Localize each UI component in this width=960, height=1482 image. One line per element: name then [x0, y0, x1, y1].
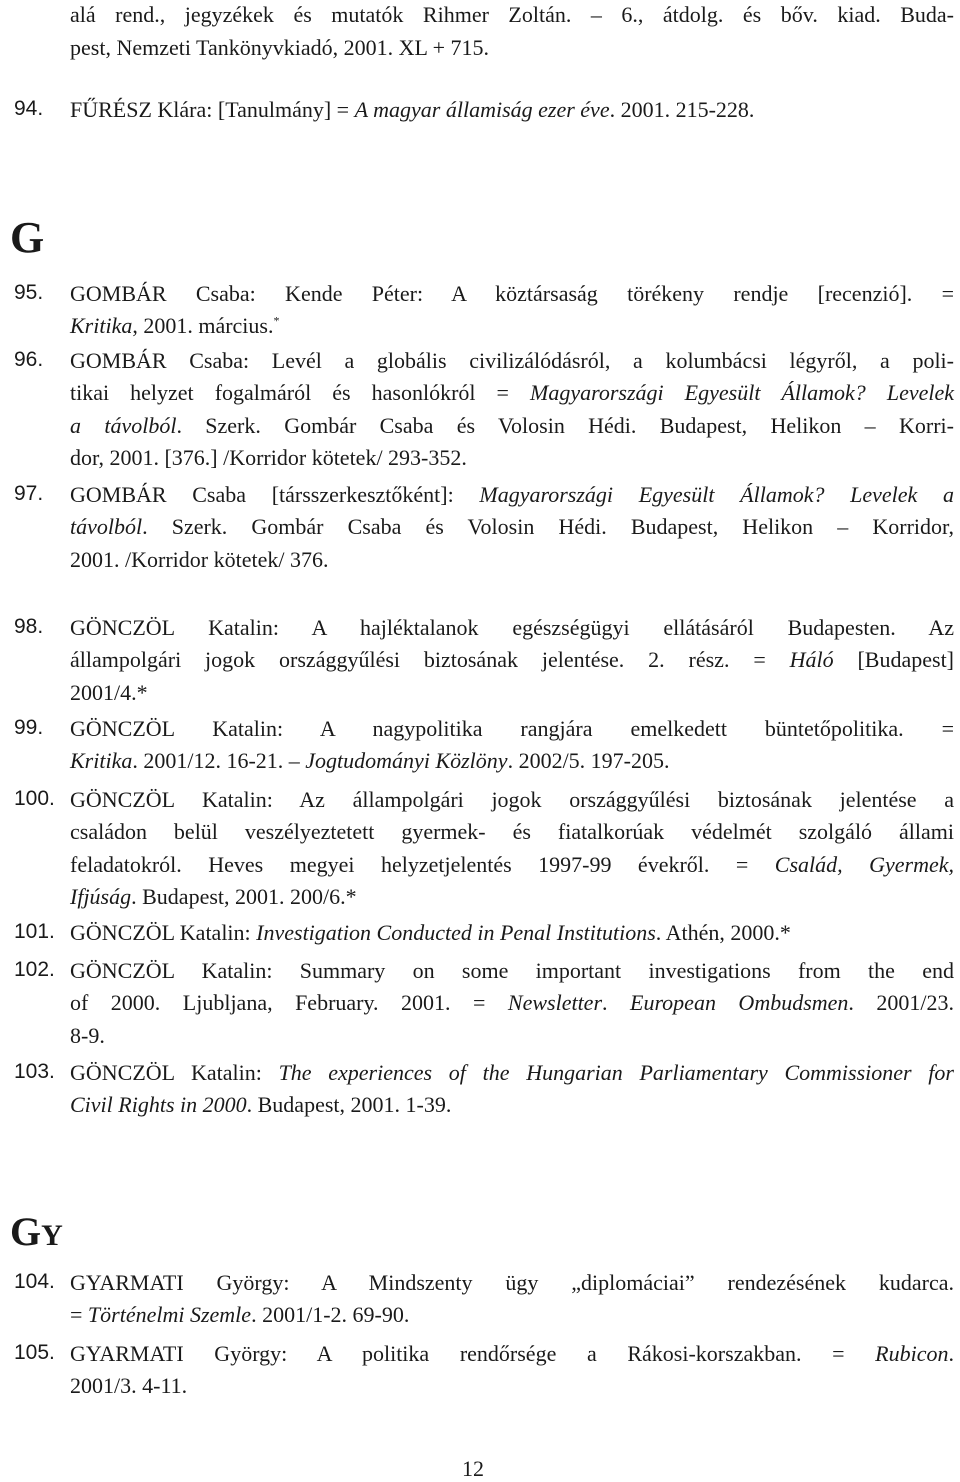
text-line: GYARMATI György: A Mindszenty ügy „diplomáciai” rendezésének kudarca. — [70, 1270, 954, 1295]
text-line: Kritika. 2001/12. 16-21. – Jogtudományi Közlöny. 2002/5. 197-205. — [70, 748, 670, 773]
entry-number: 101. — [14, 920, 55, 943]
text-line: távolból. Szerk. Gombár Csaba és Volosin Hédi. Budapest, Helikon – Korridor, — [70, 514, 954, 539]
text-line: feladatokról. Heves megyei helyzetjelentés 1997-99 évekről. = Család, Gyermek, — [70, 852, 954, 877]
text-line: dor, 2001. [376.] /Korridor kötetek/ 293-352. — [70, 445, 467, 470]
entry-number: 103. — [14, 1060, 55, 1083]
text-line: pest, Nemzeti Tankönyvkiadó, 2001. XL + 715. — [70, 35, 490, 60]
text-line: a távolból. Szerk. Gombár Csaba és Volosin Hédi. Budapest, Helikon – Korri- — [70, 413, 954, 438]
entry-number: 104. — [14, 1270, 55, 1293]
text-line: tikai helyzet fogalmáról és hasonlókról = Magyarországi Egyesült Államok? Levelek — [70, 380, 954, 405]
text-line: GÖNCZÖL Katalin: Az állampolgári jogok országgyűlési biztosának jelentése a — [70, 787, 954, 812]
text-line: GOMBÁR Csaba: Kende Péter: A köztársaság törékeny rendje [recenzió]. = — [70, 281, 954, 306]
entry-number: 98. — [14, 615, 44, 638]
text-line: = Történelmi Szemle. 2001/1-2. 69-90. — [70, 1302, 410, 1327]
entry-number: 105. — [14, 1341, 55, 1364]
entry-number: 102. — [14, 958, 55, 981]
text-line: alá rend., jegyzékek és mutatók Rihmer Zoltán. – 6., átdolg. és bőv. kiad. Buda- — [70, 2, 954, 27]
text-line: GÖNCZÖL Katalin: Summary on some important investigations from the end — [70, 958, 954, 983]
entry-number: 97. — [14, 482, 44, 505]
page-number: 12 — [462, 1456, 484, 1481]
text-line: 2001/3. 4-11. — [70, 1373, 188, 1398]
text-line: GÖNCZÖL Katalin: A nagypolitika rangjára emelkedett büntetőpolitika. = — [70, 716, 954, 741]
text-line: Civil Rights in 2000. Budapest, 2001. 1-39. — [70, 1092, 452, 1117]
text-line: GOMBÁR Csaba: Levél a globális civilizálódásról, a kolumbácsi légyről, a poli- — [70, 348, 954, 373]
text-line: 2001. /Korridor kötetek/ 376. — [70, 547, 329, 572]
text-line: of 2000. Ljubljana, February. 2001. = Newsletter. European Ombudsmen. 2001/23. — [70, 990, 955, 1015]
text-line: Ifjúság. Budapest, 2001. 200/6.* — [70, 884, 357, 909]
text-line: GÖNCZÖL Katalin: A hajléktalanok egészségügyi ellátásáról Budapesten. Az — [70, 615, 954, 640]
text-line: családon belül veszélyeztetett gyermek- és fiatalkorúak védelmét szolgáló állami — [70, 819, 954, 844]
section-heading-gy: GY — [10, 1209, 63, 1254]
entry-number: 95. — [14, 281, 44, 304]
entry-number: 96. — [14, 348, 44, 371]
entry-number: 99. — [14, 716, 44, 739]
text-line: GÖNCZÖL Katalin: Investigation Conducted in Penal Institutions. Athén, 2000.* — [70, 920, 791, 945]
text-line: állampolgári jogok országgyűlési biztosának jelentése. 2. rész. = Háló [Budapest] — [70, 647, 955, 672]
text-line: GYARMATI György: A politika rendőrsége a Rákosi-korszakban. = Rubicon. — [70, 1341, 954, 1366]
entry-number: 100. — [14, 787, 55, 810]
section-heading-g: G — [10, 213, 45, 262]
text-line: 8-9. — [70, 1023, 105, 1048]
entry-number: 94. — [14, 97, 44, 120]
text-line: Kritika, 2001. március.* — [70, 313, 280, 338]
text-line: GOMBÁR Csaba [társszerkesztőként]: Magyarországi Egyesült Államok? Levelek a — [70, 482, 954, 507]
text-line: GÖNCZÖL Katalin: The experiences of the Hungarian Parliamentary Commissioner for — [70, 1060, 954, 1085]
text-line: FŰRÉSZ Klára: [Tanulmány] = A magyar államiság ezer éve. 2001. 215-228. — [70, 97, 755, 122]
text-line: 2001/4.* — [70, 680, 148, 705]
